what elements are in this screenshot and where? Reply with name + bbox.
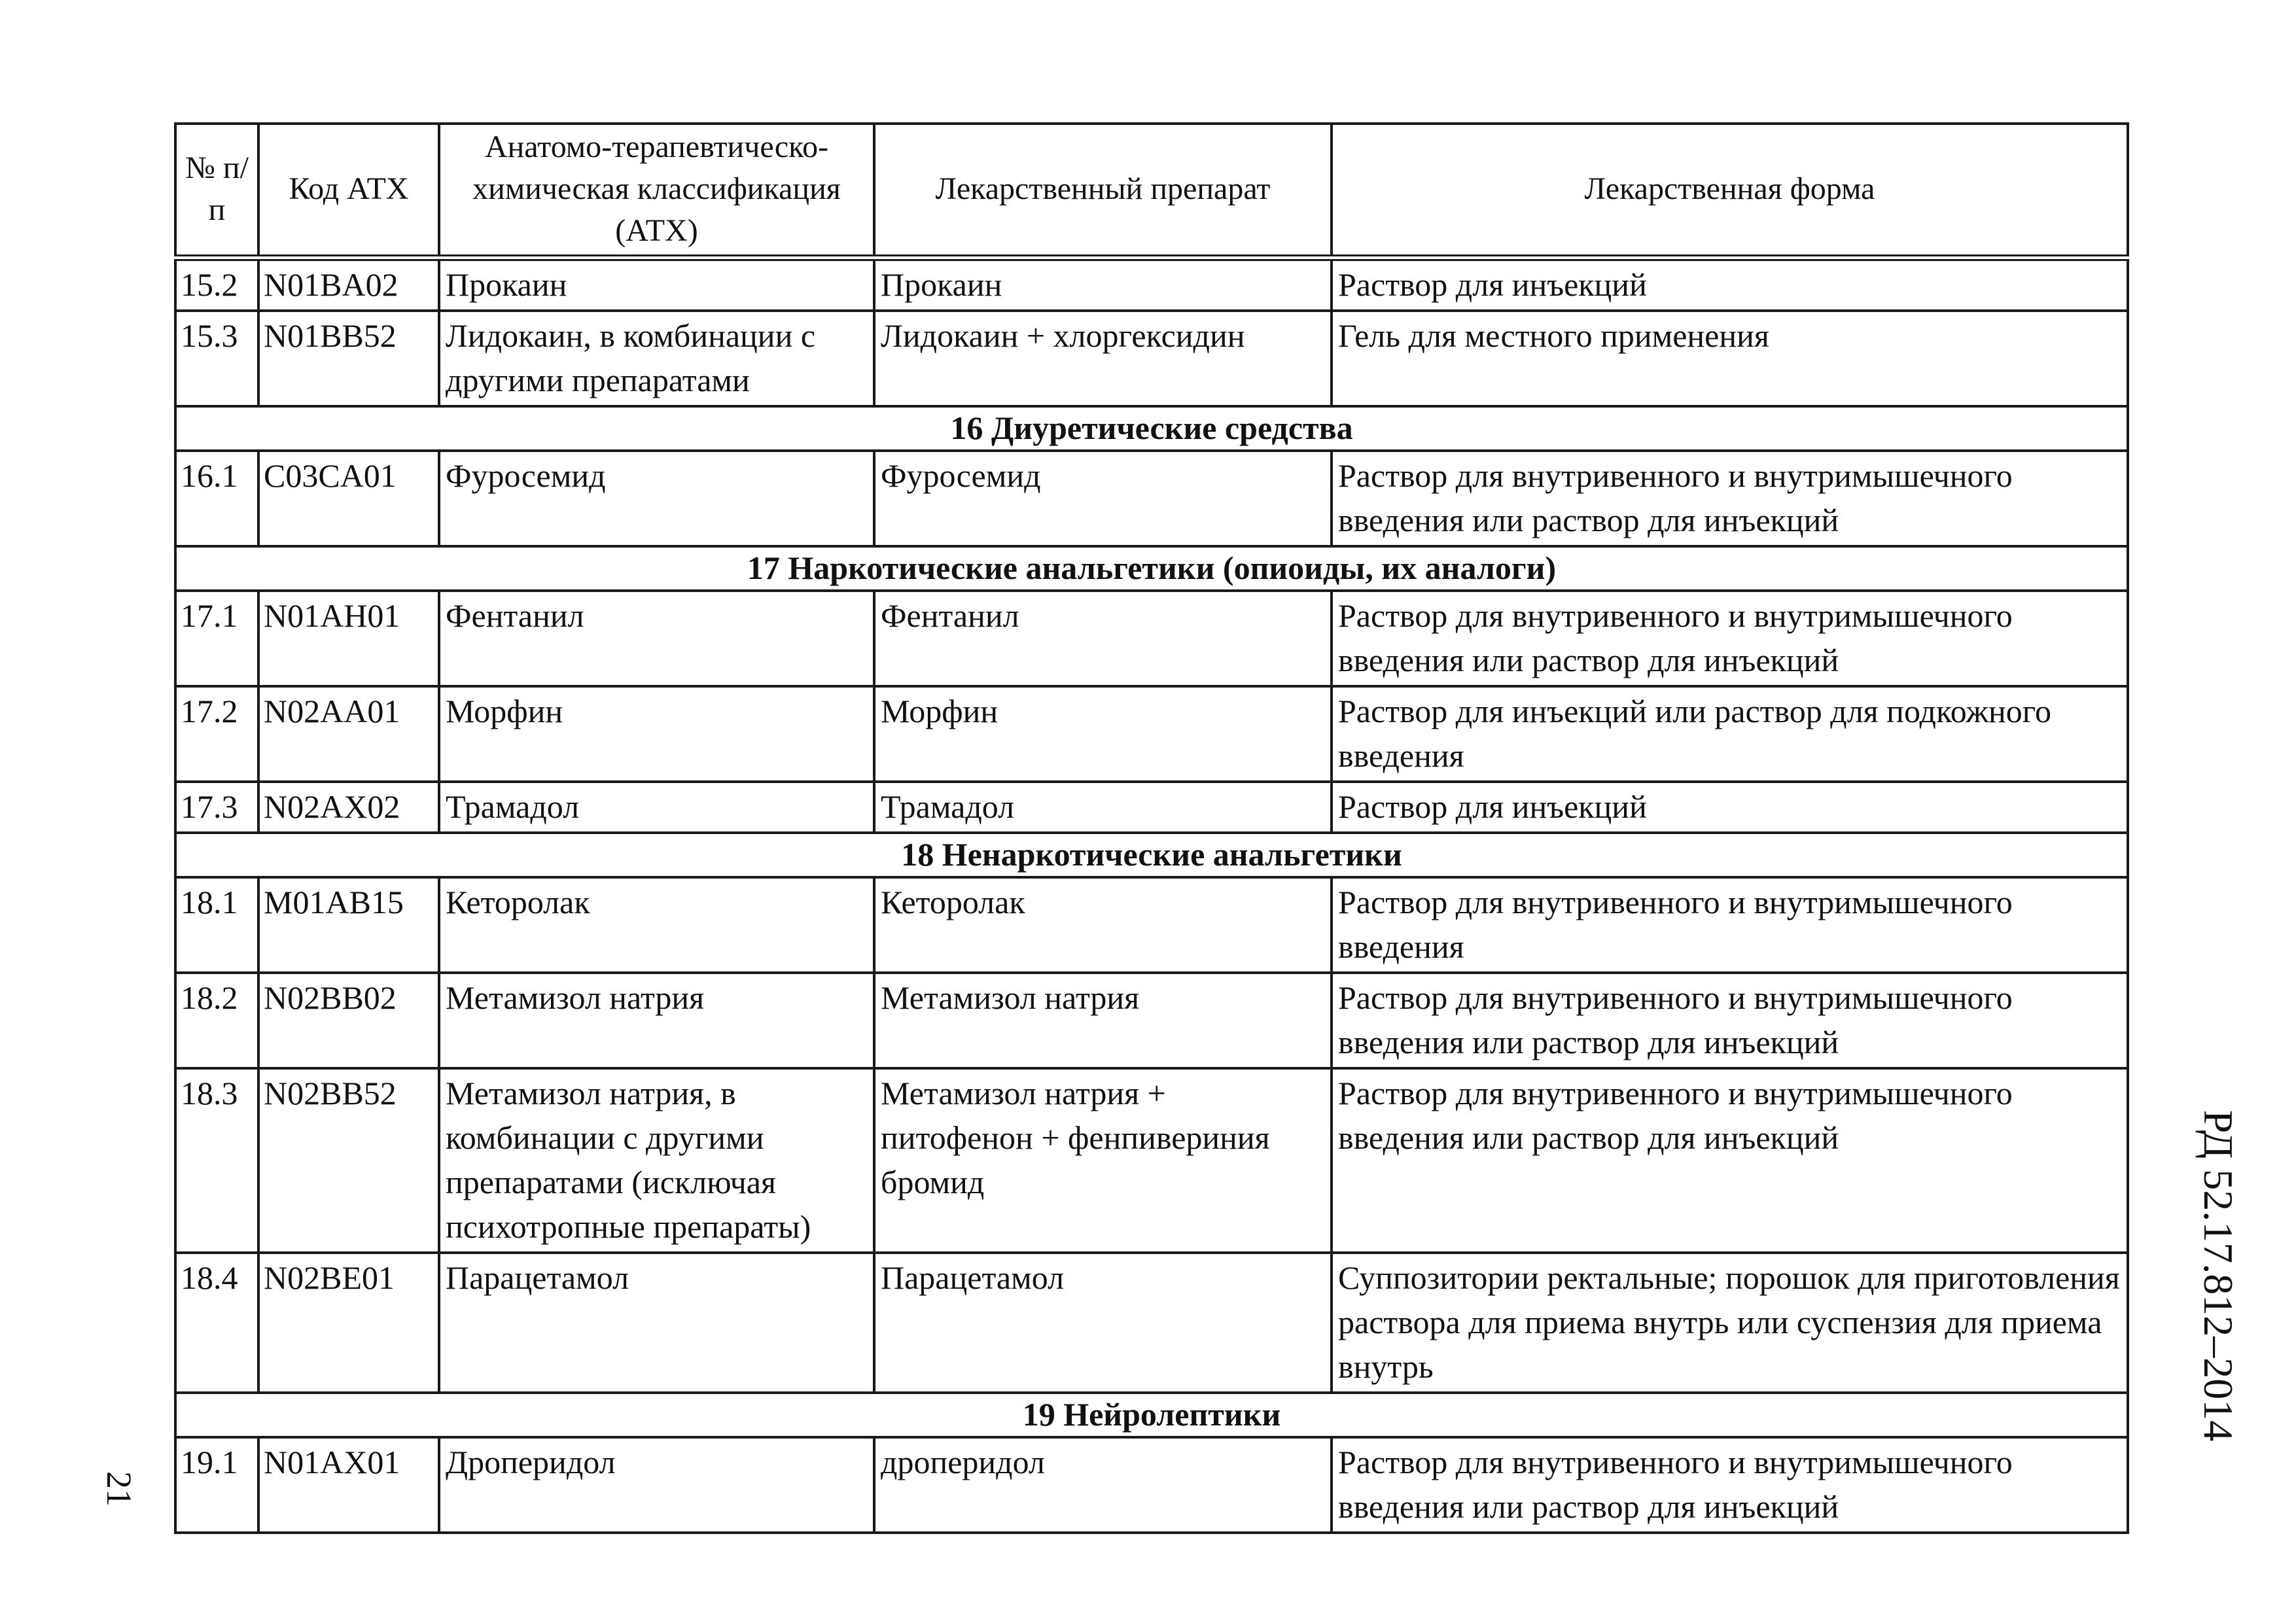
table-row — [175, 311, 2128, 406]
cell-atc-code: N02BE01 — [258, 1253, 439, 1393]
cell-medicinal-product: дроперидол — [874, 1437, 1332, 1533]
cell-atc-classification: Фуросемид — [439, 451, 874, 546]
cell-atc-classification: Дроперидол — [439, 1437, 874, 1533]
table-row — [175, 973, 2128, 1068]
cell-medicinal-product: Прокаин — [874, 258, 1332, 311]
cell-dosage-form: Раствор для внутривенного и внутримышечного введения или раствор для инъекций — [1332, 1437, 2128, 1533]
cell-dosage-form: Раствор для внутривенного и внутримышечного введения — [1332, 877, 2128, 973]
table-row — [175, 591, 2128, 686]
cell-medicinal-product: Кеторолак — [874, 877, 1332, 973]
section-row — [175, 1393, 2128, 1437]
cell-number: 17.1 — [175, 591, 258, 686]
cell-number: 18.2 — [175, 973, 258, 1068]
table-row — [175, 782, 2128, 833]
table-row — [175, 686, 2128, 782]
table-row — [175, 1068, 2128, 1253]
cell-atc-code: N02AA01 — [258, 686, 439, 782]
cell-atc-code: N01AH01 — [258, 591, 439, 686]
cell-dosage-form: Раствор для внутривенного и внутримышечного введения или раствор для инъекций — [1332, 451, 2128, 546]
cell-atc-code: N01AX01 — [258, 1437, 439, 1533]
cell-medicinal-product: Лидокаин + хлоргексидин — [874, 311, 1332, 406]
table-row — [175, 877, 2128, 973]
cell-atc-classification: Кеторолак — [439, 877, 874, 973]
cell-atc-code: N02AX02 — [258, 782, 439, 833]
header-atc-code: Код АТХ — [258, 124, 439, 258]
cell-number: 15.2 — [175, 258, 258, 311]
cell-atc-code: N01BB52 — [258, 311, 439, 406]
cell-atc-classification: Морфин — [439, 686, 874, 782]
cell-medicinal-product: Трамадол — [874, 782, 1332, 833]
cell-medicinal-product: Метамизол натрия + питофенон + фенпивериния бромид — [874, 1068, 1332, 1253]
cell-number: 18.1 — [175, 877, 258, 973]
cell-atc-classification: Прокаин — [439, 258, 874, 311]
cell-dosage-form: Гель для местного применения — [1332, 311, 2128, 406]
section-row — [175, 833, 2128, 877]
cell-dosage-form: Раствор для внутривенного и внутримышечного введения или раствор для инъекций — [1332, 591, 2128, 686]
cell-atc-code: N02BB52 — [258, 1068, 439, 1253]
cell-number: 17.3 — [175, 782, 258, 833]
header-atc-classification: Анатомо-терапевтическо-химическая классификация (АТХ) — [439, 124, 874, 258]
cell-dosage-form: Раствор для инъекций — [1332, 258, 2128, 311]
table-row — [175, 258, 2128, 311]
cell-atc-classification: Метамизол натрия — [439, 973, 874, 1068]
table-row — [175, 1437, 2128, 1533]
cell-atc-code: C03CA01 — [258, 451, 439, 546]
cell-number: 17.2 — [175, 686, 258, 782]
drug-table — [174, 122, 2129, 1534]
table-row — [175, 451, 2128, 546]
cell-dosage-form: Раствор для инъекций или раствор для подкожного введения — [1332, 686, 2128, 782]
section-title: 17 Наркотические анальгетики (опиоиды, их аналоги) — [175, 546, 2128, 591]
cell-atc-classification: Трамадол — [439, 782, 874, 833]
cell-atc-classification: Метамизол натрия, в комбинации с другими препаратами (исключая психотропные препараты) — [439, 1068, 874, 1253]
section-row — [175, 546, 2128, 591]
cell-number: 18.4 — [175, 1253, 258, 1393]
section-row — [175, 406, 2128, 451]
cell-dosage-form: Раствор для внутривенного и внутримышечного введения или раствор для инъекций — [1332, 1068, 2128, 1253]
header-number: № п/п — [175, 124, 258, 258]
page-number: 21 — [99, 1471, 139, 1507]
cell-atc-classification: Фентанил — [439, 591, 874, 686]
cell-number: 16.1 — [175, 451, 258, 546]
cell-dosage-form: Суппозитории ректальные; порошок для приготовления раствора для приема внутрь или суспензия для приема внутрь — [1332, 1253, 2128, 1393]
cell-atc-code: M01AB15 — [258, 877, 439, 973]
cell-dosage-form: Раствор для инъекций — [1332, 782, 2128, 833]
section-title: 16 Диуретические средства — [175, 406, 2128, 451]
cell-medicinal-product: Фентанил — [874, 591, 1332, 686]
document-code: РД 52.17.812–2014 — [2195, 1109, 2242, 1442]
header-dosage-form: Лекарственная форма — [1332, 124, 2128, 258]
cell-medicinal-product: Парацетамол — [874, 1253, 1332, 1393]
header-medicinal-product: Лекарственный препарат — [874, 124, 1332, 258]
cell-number: 15.3 — [175, 311, 258, 406]
table-header-row — [175, 124, 2128, 258]
table-row — [175, 1253, 2128, 1393]
cell-atc-classification: Лидокаин, в комбинации с другими препаратами — [439, 311, 874, 406]
cell-medicinal-product: Метамизол натрия — [874, 973, 1332, 1068]
cell-medicinal-product: Морфин — [874, 686, 1332, 782]
cell-number: 19.1 — [175, 1437, 258, 1533]
cell-atc-classification: Парацетамол — [439, 1253, 874, 1393]
cell-atc-code: N01BA02 — [258, 258, 439, 311]
section-title: 19 Нейролептики — [175, 1393, 2128, 1437]
cell-dosage-form: Раствор для внутривенного и внутримышечного введения или раствор для инъекций — [1332, 973, 2128, 1068]
cell-number: 18.3 — [175, 1068, 258, 1253]
cell-medicinal-product: Фуросемид — [874, 451, 1332, 546]
section-title: 18 Ненаркотические анальгетики — [175, 833, 2128, 877]
cell-atc-code: N02BB02 — [258, 973, 439, 1068]
